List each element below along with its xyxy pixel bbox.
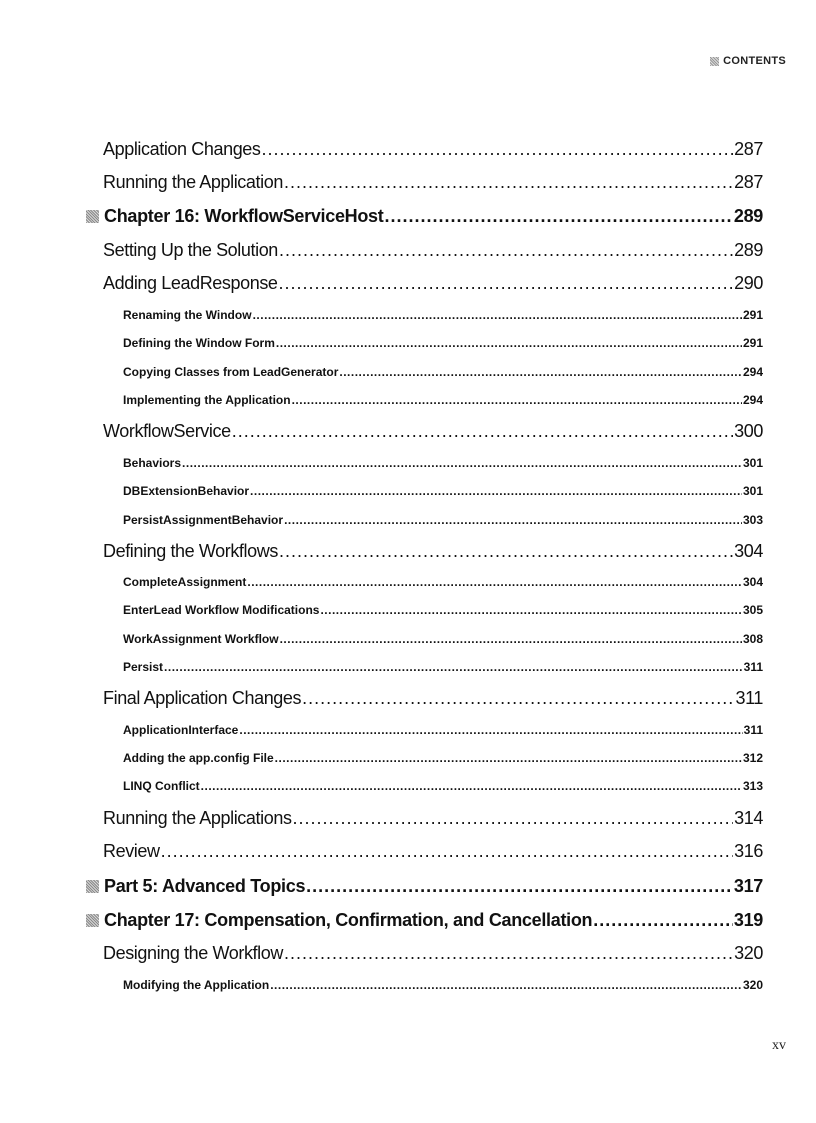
square-bullet-icon xyxy=(710,57,719,66)
toc-entry-modifying-the-application[interactable] xyxy=(123,978,763,992)
toc-entry-page: 311 xyxy=(743,660,763,674)
toc-entry-persistassignmentbehavior[interactable] xyxy=(123,513,763,527)
toc-entry-title: Final Application Changes xyxy=(103,688,302,708)
toc-entry-running-the-applications[interactable] xyxy=(103,808,763,829)
toc-entry-title: Chapter 16: WorkflowServiceHost xyxy=(104,206,384,226)
toc-entry-implementing-the-application[interactable] xyxy=(123,393,763,407)
toc-entry-title: DBExtensionBehavior xyxy=(123,484,250,498)
toc-entry-title: Review xyxy=(103,841,160,861)
toc-entry-defining-the-window-form[interactable] xyxy=(123,336,763,350)
toc-entry-title: PersistAssignmentBehavior xyxy=(123,513,284,527)
toc-entry-page: 317 xyxy=(733,876,763,896)
toc-entry-workassignment-workflow[interactable] xyxy=(123,632,763,646)
toc-entry-page: 320 xyxy=(742,978,763,992)
toc-entry-adding-leadresponse[interactable] xyxy=(103,273,763,294)
toc-entry-title: Application Changes xyxy=(103,139,261,159)
toc-entry-page: 289 xyxy=(733,206,763,226)
toc-entry-page: 305 xyxy=(742,603,763,617)
toc-entry-page: 287 xyxy=(734,172,763,192)
leader-dots xyxy=(279,273,734,294)
leader-dots xyxy=(247,575,742,589)
page-number: xv xyxy=(772,1038,786,1053)
toc-entry-title: Running the Application xyxy=(103,172,283,192)
toc-entry-page: 289 xyxy=(734,240,763,260)
toc-entry-page: 291 xyxy=(742,308,763,322)
toc-entry-defining-the-workflows[interactable] xyxy=(103,541,763,562)
leader-dots xyxy=(201,779,742,793)
toc-entry-title: LINQ Conflict xyxy=(123,779,200,793)
toc-entry-chapter-17[interactable] xyxy=(86,910,763,931)
toc-entry-page: 294 xyxy=(742,365,763,379)
leader-dots xyxy=(164,660,743,674)
toc-entry-dbextensionbehavior[interactable] xyxy=(123,484,763,498)
toc-entry-applicationinterface[interactable] xyxy=(123,723,763,737)
toc-entry-page: 316 xyxy=(734,841,763,861)
leader-dots xyxy=(262,139,734,160)
leader-dots xyxy=(292,393,742,407)
toc-entry-behaviors[interactable] xyxy=(123,456,763,470)
toc-entry-page: 320 xyxy=(734,943,763,963)
leader-dots xyxy=(384,206,732,227)
toc-entry-setting-up-the-solution[interactable] xyxy=(103,240,763,261)
toc-entry-workflowservice[interactable] xyxy=(103,421,763,442)
toc-entry-page: 312 xyxy=(742,751,763,765)
leader-dots xyxy=(293,808,734,829)
leader-dots xyxy=(276,336,742,350)
toc-entry-title: Running the Applications xyxy=(103,808,292,828)
toc-entry-page: 303 xyxy=(742,513,763,527)
toc-entry-title: WorkAssignment Workflow xyxy=(123,632,279,646)
leader-dots xyxy=(232,421,733,442)
toc-entry-copying-classes[interactable] xyxy=(123,365,763,379)
toc-entry-page: 290 xyxy=(734,273,763,293)
toc-entry-page: 304 xyxy=(742,575,763,589)
toc-entry-renaming-the-window[interactable] xyxy=(123,308,763,322)
leader-dots xyxy=(593,910,733,931)
leader-dots xyxy=(284,172,733,193)
leader-dots xyxy=(253,308,742,322)
toc-entry-persist[interactable] xyxy=(123,660,763,674)
toc-entry-page: 300 xyxy=(734,421,763,441)
toc-entry-page: 294 xyxy=(742,393,763,407)
chapter-square-icon xyxy=(86,914,99,927)
leader-dots xyxy=(320,603,742,617)
toc-entry-enterlead-workflow-modifications[interactable] xyxy=(123,603,763,617)
toc-entry-title: WorkflowService xyxy=(103,421,231,441)
toc-entry-page: 311 xyxy=(743,723,763,737)
toc-entry-title: Copying Classes from LeadGenerator xyxy=(123,365,339,379)
leader-dots xyxy=(250,484,742,498)
toc-entry-title: Persist xyxy=(123,660,164,674)
toc-entry-title: Modifying the Application xyxy=(123,978,270,992)
toc-entry-title: ApplicationInterface xyxy=(123,723,239,737)
toc-entry-title: Adding the app.config File xyxy=(123,751,274,765)
leader-dots xyxy=(280,632,742,646)
leader-dots xyxy=(302,688,734,709)
leader-dots xyxy=(270,978,742,992)
toc-entry-title: Behaviors xyxy=(123,456,182,470)
toc-entry-page: 291 xyxy=(742,336,763,350)
toc-entry-title: EnterLead Workflow Modifications xyxy=(123,603,320,617)
toc-entry-page: 319 xyxy=(733,910,763,930)
toc-entry-title: Adding LeadResponse xyxy=(103,273,278,293)
toc-entry-page: 311 xyxy=(735,688,763,708)
toc-entry-title: CompleteAssignment xyxy=(123,575,247,589)
leader-dots xyxy=(279,240,733,261)
running-head xyxy=(710,55,786,67)
toc-entry-page: 313 xyxy=(742,779,763,793)
toc-entry-title: Designing the Workflow xyxy=(103,943,283,963)
toc-entry-title: Renaming the Window xyxy=(123,308,252,322)
toc-entry-page: 304 xyxy=(734,541,763,561)
toc-entry-page: 301 xyxy=(742,456,763,470)
toc-entry-running-the-application[interactable] xyxy=(103,172,763,193)
toc-entry-chapter-16[interactable] xyxy=(86,206,763,227)
leader-dots xyxy=(339,365,742,379)
chapter-square-icon xyxy=(86,210,99,223)
toc-entry-title: Implementing the Application xyxy=(123,393,291,407)
toc-entry-page: 287 xyxy=(734,139,763,159)
leader-dots xyxy=(284,513,742,527)
leader-dots xyxy=(275,751,742,765)
toc-entry-title: Part 5: Advanced Topics xyxy=(104,876,306,896)
toc-entry-linq-conflict[interactable] xyxy=(123,779,763,793)
leader-dots xyxy=(306,876,733,897)
chapter-square-icon xyxy=(86,880,99,893)
toc-entry-title: Chapter 17: Compensation, Confirmation, and Cancellation xyxy=(104,910,593,930)
leader-dots xyxy=(161,841,734,862)
leader-dots xyxy=(239,723,742,737)
toc-entry-part-5[interactable] xyxy=(86,876,763,897)
toc-entry-title: Defining the Window Form xyxy=(123,336,275,350)
toc-entry-application-changes[interactable] xyxy=(103,139,763,160)
toc-entry-page: 301 xyxy=(742,484,763,498)
toc-entry-title: Setting Up the Solution xyxy=(103,240,278,260)
toc-entry-review[interactable] xyxy=(103,841,763,862)
toc-entry-title: Defining the Workflows xyxy=(103,541,278,561)
toc-entry-completeassignment[interactable] xyxy=(123,575,763,589)
toc-entry-adding-app-config[interactable] xyxy=(123,751,763,765)
toc-entry-final-application-changes[interactable] xyxy=(103,688,763,709)
leader-dots xyxy=(182,456,742,470)
toc-entry-page: 308 xyxy=(742,632,763,646)
toc-entry-designing-the-workflow[interactable] xyxy=(103,943,763,964)
leader-dots xyxy=(284,943,733,964)
running-head-text: CONTENTS xyxy=(723,55,786,67)
toc-entry-page: 314 xyxy=(734,808,763,828)
leader-dots xyxy=(279,541,733,562)
